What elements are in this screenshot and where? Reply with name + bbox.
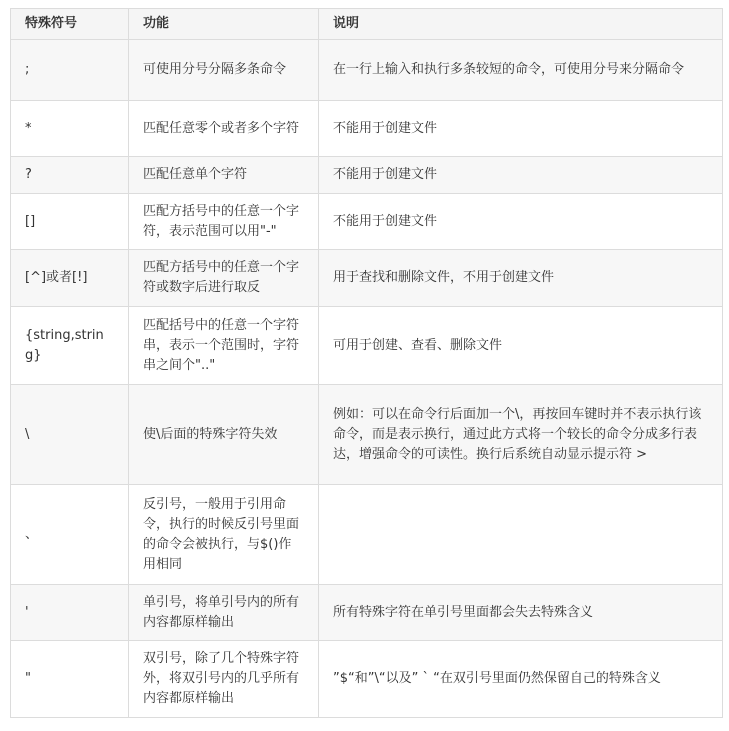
cell-description: [319, 485, 723, 585]
cell-symbol: [^]或者[!]: [11, 250, 129, 307]
cell-function: 匹配括号中的任意一个字符串，表示一个范围时，字符串之间个"..": [129, 307, 319, 385]
cell-symbol: \: [11, 385, 129, 485]
table-row: [11, 307, 723, 385]
table-row: [11, 101, 723, 157]
special-symbols-table: [10, 8, 723, 718]
table-header-row: [11, 9, 723, 40]
cell-symbol: ;: [11, 40, 129, 101]
cell-symbol: ": [11, 641, 129, 718]
table-row: [11, 485, 723, 585]
cell-description: 可用于创建、查看、删除文件: [319, 307, 723, 385]
cell-symbol: ': [11, 585, 129, 641]
table-row: [11, 385, 723, 485]
cell-description: 不能用于创建文件: [319, 101, 723, 157]
cell-symbol: ?: [11, 157, 129, 194]
table-row: [11, 585, 723, 641]
table-row: [11, 641, 723, 718]
cell-function: 反引号，一般用于引用命令，执行的时候反引号里面的命令会被执行，与$()作用相同: [129, 485, 319, 585]
cell-function: 匹配方括号中的任意一个字符，表示范围可以用"-": [129, 194, 319, 250]
cell-symbol: {string,string}: [11, 307, 129, 385]
header-symbol: 特殊符号: [11, 9, 129, 40]
cell-function: 匹配方括号中的任意一个字符或数字后进行取反: [129, 250, 319, 307]
table-row: [11, 194, 723, 250]
cell-function: 双引号，除了几个特殊字符外，将双引号内的几乎所有内容都原样输出: [129, 641, 319, 718]
cell-function: 可使用分号分隔多条命令: [129, 40, 319, 101]
cell-function: 使\后面的特殊字符失效: [129, 385, 319, 485]
cell-symbol: []: [11, 194, 129, 250]
cell-function: 单引号，将单引号内的所有内容都原样输出: [129, 585, 319, 641]
header-description: 说明: [319, 9, 723, 40]
table-row: [11, 250, 723, 307]
cell-description: 不能用于创建文件: [319, 157, 723, 194]
cell-function: 匹配任意零个或者多个字符: [129, 101, 319, 157]
cell-function: 匹配任意单个字符: [129, 157, 319, 194]
cell-symbol: *: [11, 101, 129, 157]
cell-description: 所有特殊字符在单引号里面都会失去特殊含义: [319, 585, 723, 641]
cell-description: 在一行上输入和执行多条较短的命令，可使用分号来分隔命令: [319, 40, 723, 101]
header-function: 功能: [129, 9, 319, 40]
cell-symbol: 、: [11, 485, 129, 585]
table-row: [11, 40, 723, 101]
table-row: [11, 157, 723, 194]
cell-description: ”$“和”\“以及” ` “在双引号里面仍然保留自己的特殊含义: [319, 641, 723, 718]
cell-description: 不能用于创建文件: [319, 194, 723, 250]
cell-description: 用于查找和删除文件，不用于创建文件: [319, 250, 723, 307]
cell-description: 例如：可以在命令行后面加一个\，再按回车键时并不表示执行该命令，而是表示换行，通过此方式将一个较长的命令分成多行表达，增强命令的可读性。换行后系统自动显示提示符 >: [319, 385, 723, 485]
special-symbols-table-container: [10, 8, 722, 718]
